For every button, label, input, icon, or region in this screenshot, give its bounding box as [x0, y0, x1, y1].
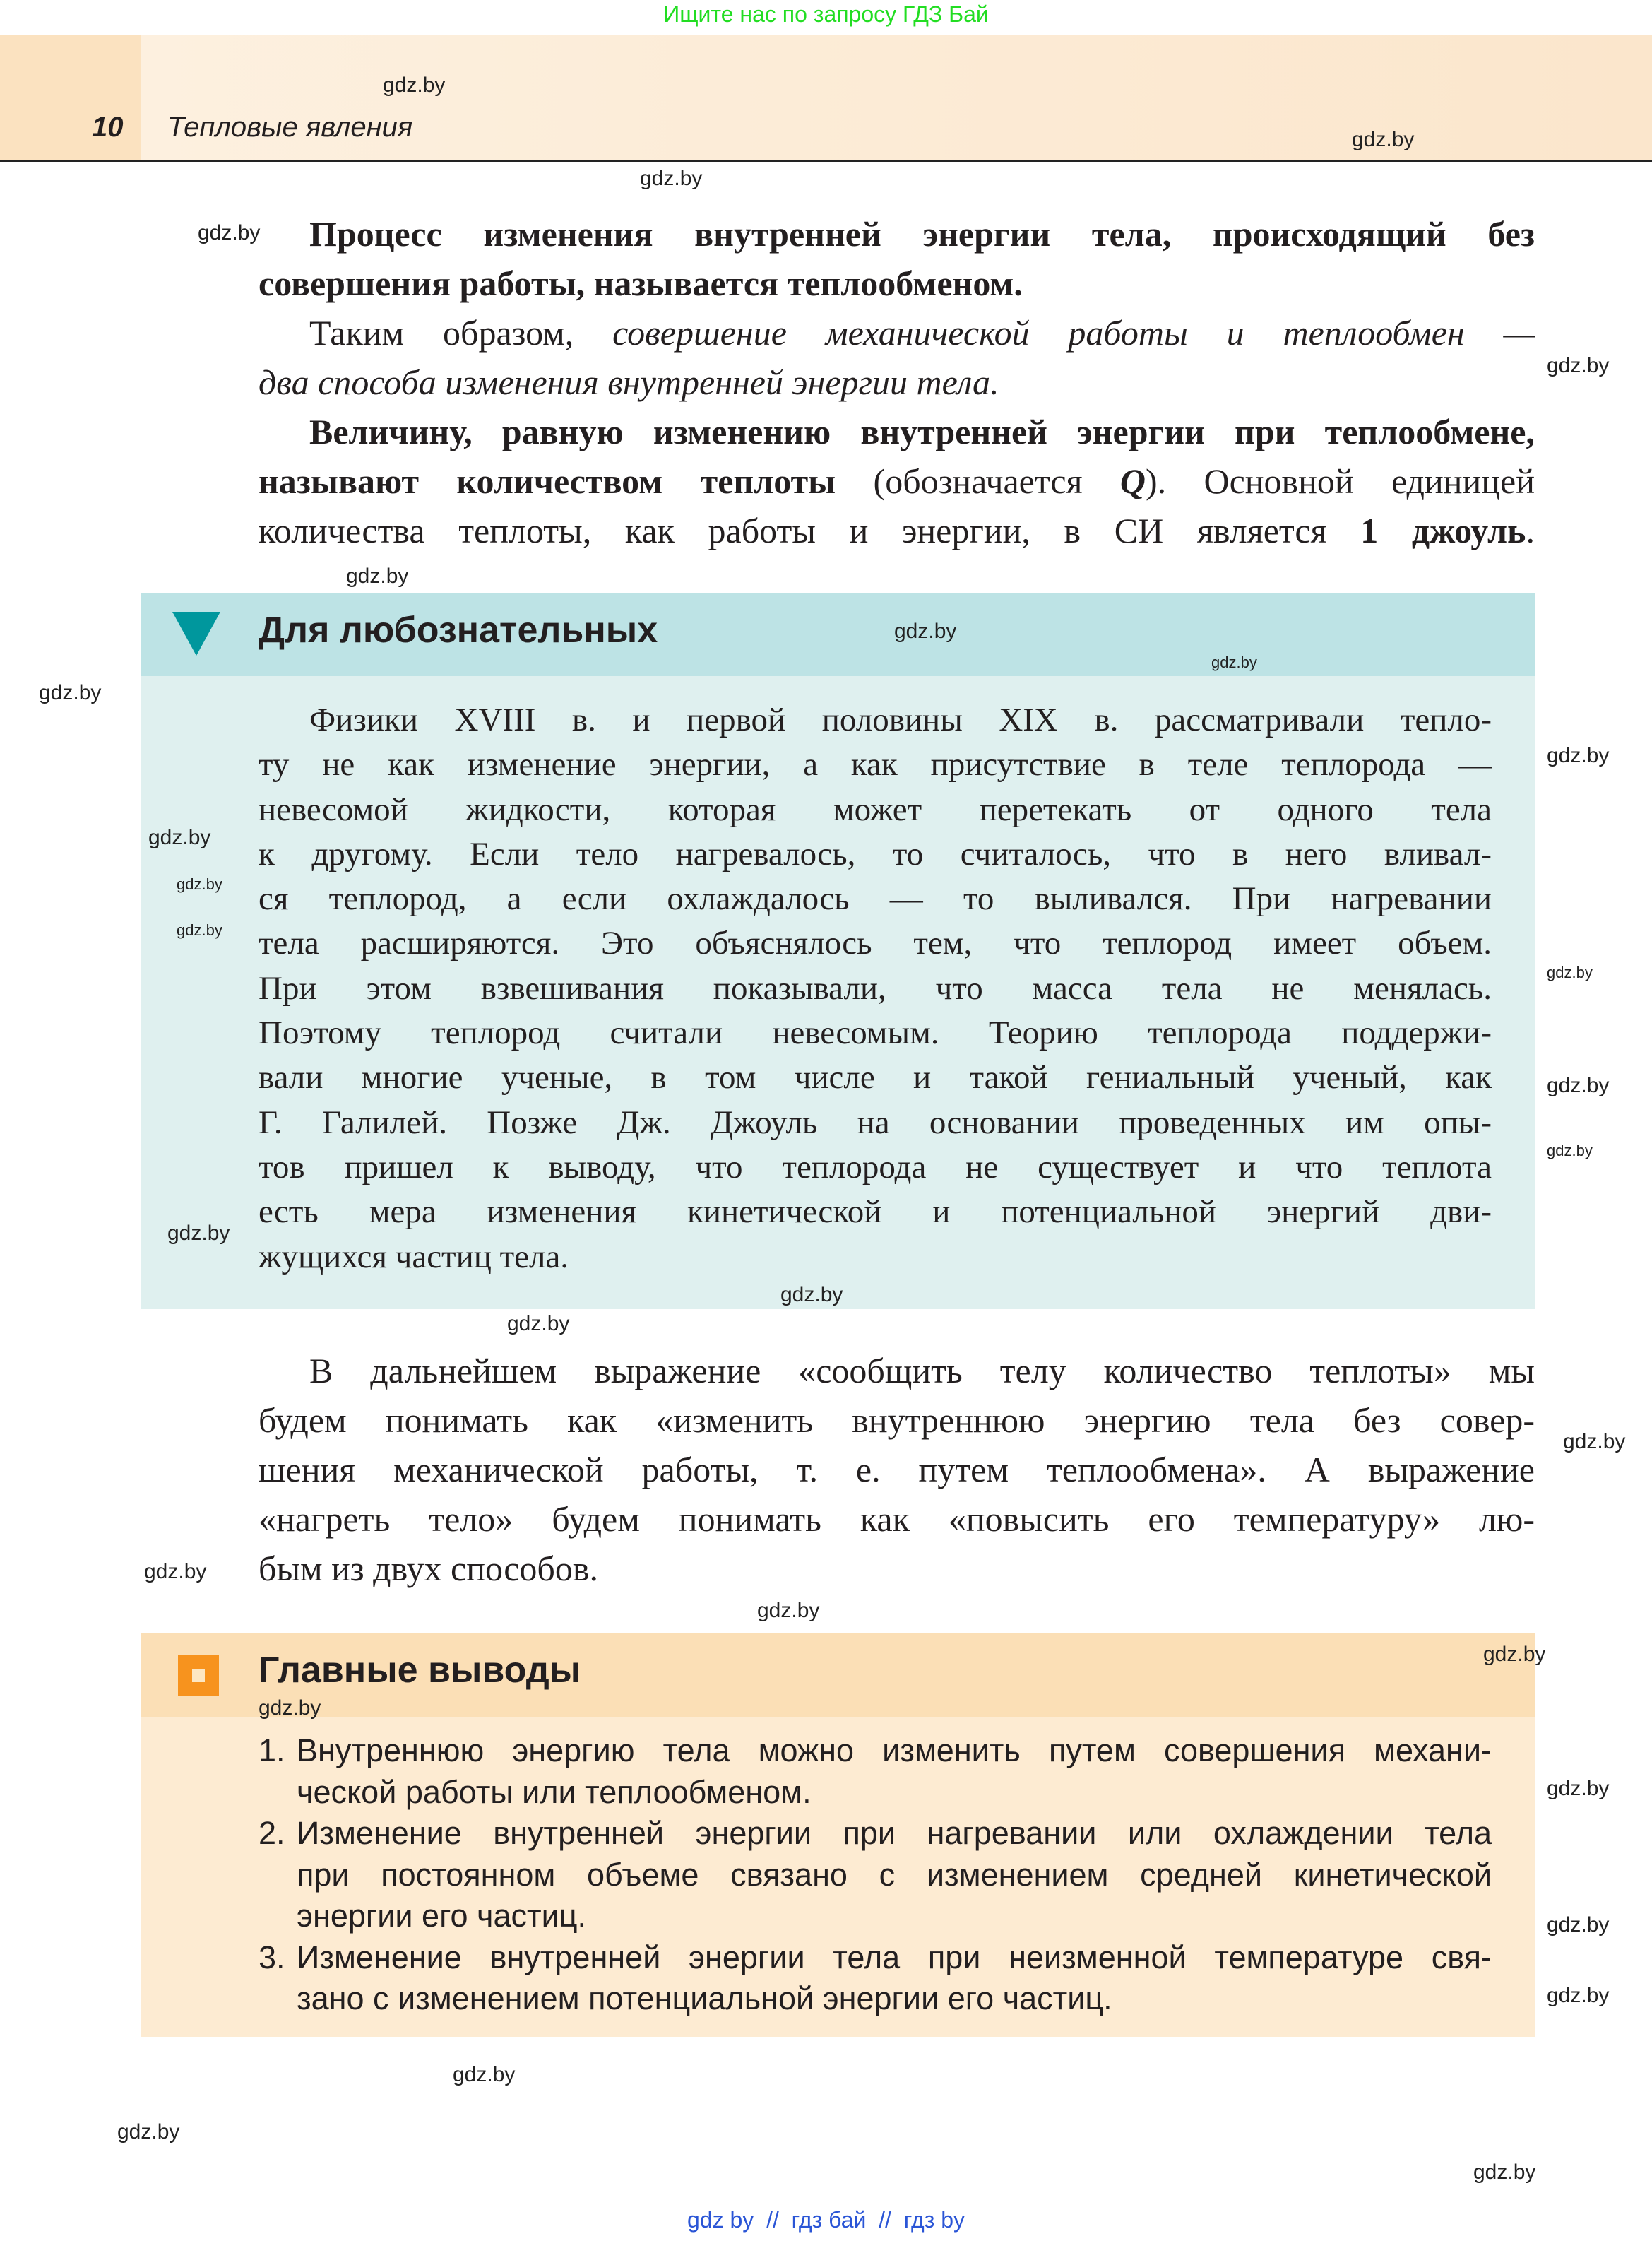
bold-text: называют количеством теплоты	[259, 461, 836, 501]
watermark: gdz.by	[167, 1222, 230, 1245]
text-line	[259, 456, 1535, 506]
watermark: gdz.by	[1483, 1643, 1546, 1666]
text: (обозначается	[836, 461, 1120, 501]
italic-text: два способа изменения внутренней энергии тела.	[259, 362, 999, 402]
text-line: шения механической работы, т. е. путем теплообмена». А выражение	[259, 1450, 1535, 1489]
watermark: gdz.by	[1563, 1430, 1626, 1453]
text-line: ческой работы или теплообменом.	[297, 1773, 812, 1810]
curious-box-title: Для любознательных	[259, 610, 658, 651]
bold-text: 1 джоуль	[1360, 511, 1526, 550]
text: ). Основной единицей	[1145, 461, 1535, 501]
watermark: gdz.by	[177, 921, 222, 939]
triangle-down-icon	[172, 612, 220, 656]
square-icon	[178, 1655, 219, 1696]
watermark: gdz.by	[1547, 354, 1610, 377]
conclusions-box-header	[141, 1633, 1535, 1717]
watermark: gdz.by	[39, 681, 102, 704]
text-line: Изменение внутренней энергии тела при неизменной температуре свя-	[297, 1939, 1492, 1975]
watermark: gdz.by	[1547, 964, 1593, 981]
conclusions-box-title: Главные выводы	[259, 1650, 581, 1691]
text: Таким образом,	[309, 313, 613, 353]
watermark: gdz.by	[507, 1312, 570, 1335]
curious-box	[141, 593, 1535, 1309]
text-line: Физики XVIII в. и первой половины XIX в. рассматривали тепло-	[309, 702, 1492, 738]
text-line: будем понимать как «изменить внутреннюю энергию тела без совер-	[259, 1400, 1535, 1440]
conclusions-box	[141, 1633, 1535, 2037]
text-line: зано с изменением потенциальной энергии его частиц.	[297, 1980, 1112, 2016]
watermark: gdz.by	[1547, 1777, 1610, 1800]
text-line: Г. Галилей. Позже Дж. Джоуль на основании проведенных им опы-	[259, 1104, 1492, 1141]
conclusion-item	[259, 1937, 1492, 2020]
text: .	[1526, 511, 1535, 550]
item-number: 2.	[259, 1815, 285, 1851]
watermark: gdz.by	[780, 1283, 843, 1306]
text-line: ту не как изменение энергии, а как присутствие в теле теплорода —	[259, 746, 1492, 784]
text-line: тела расширяются. Это объяснялось тем, что теплород имеет объем.	[259, 925, 1492, 962]
text-line	[259, 308, 1535, 357]
italic-text: совершение механической работы и теплообмен —	[612, 313, 1535, 353]
page-number: 10	[92, 112, 124, 143]
watermark: gdz.by	[757, 1599, 820, 1622]
text-line: к другому. Если тело нагревалось, то считалось, что в него вливал-	[259, 835, 1492, 873]
watermark: gdz.by	[894, 620, 957, 643]
watermark: gdz.by	[1352, 128, 1415, 151]
search-banner: Ищите нас по запросу ГДЗ Бай	[663, 1, 989, 27]
text-line: есть мера изменения кинетической и потенциальной энергий дви-	[259, 1193, 1492, 1231]
watermark: gdz.by	[148, 826, 211, 849]
bold-text: совершения работы, называется теплообменом.	[259, 264, 1023, 303]
watermark: gdz.by	[1547, 1913, 1610, 1937]
item-text	[297, 1813, 1492, 1937]
watermark: gdz.by	[177, 875, 222, 893]
bold-text: Процесс изменения внутренней энергии тела, происходящий без	[309, 214, 1535, 254]
text-line	[259, 357, 1535, 407]
text-line: при постоянном объеме связано с изменением средней кинетической	[297, 1856, 1492, 1893]
text-line	[259, 259, 1535, 308]
conclusion-item	[259, 1813, 1492, 1937]
text-line: невесомой жидкости, которая может перетекать от одного тела	[259, 791, 1492, 828]
definition-paragraph	[259, 209, 1535, 555]
curious-box-header	[141, 593, 1535, 676]
text-line: Внутреннюю энергию тела можно изменить путем совершения механи-	[297, 1732, 1492, 1768]
watermark: gdz.by	[144, 1560, 207, 1583]
text-line: Изменение внутренней энергии при нагревании или охлаждении тела	[297, 1815, 1492, 1851]
watermark: gdz.by	[346, 564, 409, 588]
watermark: gdz.by	[198, 221, 261, 244]
watermark: gdz.by	[1211, 654, 1257, 671]
text-line: жущихся частиц тела.	[259, 1238, 569, 1275]
text-line: ся теплород, а если охлаждалось — то выливался. При нагревании	[259, 880, 1492, 918]
text-line: При этом взвешивания показывали, что масса тела не менялась.	[259, 969, 1492, 1007]
item-text	[297, 1730, 1492, 1813]
bold-text: Величину, равную изменению внутренней энергии при теплообмене,	[309, 412, 1535, 451]
curious-box-text	[259, 698, 1492, 1279]
chapter-title: Тепловые явления	[167, 112, 413, 143]
item-number: 3.	[259, 1939, 285, 1975]
watermark: gdz.by	[1547, 1142, 1593, 1159]
text-line: «нагреть тело» будем понимать как «повысить его температуру» лю-	[259, 1499, 1535, 1539]
text-line: тов пришел к выводу, что теплорода не существует и что теплота	[259, 1148, 1492, 1185]
watermark: gdz.by	[453, 2063, 516, 2086]
text: количества теплоты, как работы и энергии, в СИ является	[259, 511, 1361, 550]
text-line: вали многие ученые, в том числе и такой гениальный ученый, как	[259, 1059, 1492, 1096]
watermark: gdz.by	[117, 2120, 180, 2144]
conclusion-item	[259, 1730, 1492, 1813]
text-line	[259, 407, 1535, 456]
text-line: Поэтому теплород считали невесомым. Теорию теплорода поддержи-	[259, 1015, 1492, 1052]
watermark: gdz.by	[383, 73, 446, 97]
watermark: gdz.by	[640, 167, 703, 190]
explanation-paragraph	[259, 1346, 1535, 1593]
watermark: gdz.by	[1473, 2160, 1536, 2184]
watermark: gdz.by	[1547, 1984, 1610, 2007]
watermark: gdz.by	[1547, 744, 1610, 767]
text-line: В дальнейшем выражение «сообщить телу количество теплоты» мы	[309, 1351, 1535, 1390]
text-line	[259, 209, 1535, 259]
watermark: gdz.by	[1547, 1074, 1610, 1097]
item-number: 1.	[259, 1732, 285, 1768]
conclusions-list	[259, 1730, 1492, 2020]
text-line	[259, 506, 1535, 555]
text-line: бым из двух способов.	[259, 1549, 598, 1588]
item-text	[297, 1937, 1492, 2020]
watermark: gdz.by	[259, 1696, 321, 1720]
footer-links[interactable]: gdz by // гдз бай // гдз by	[687, 2207, 965, 2233]
symbol-q: Q	[1119, 461, 1146, 501]
text-line: энергии его частиц.	[297, 1898, 587, 1934]
